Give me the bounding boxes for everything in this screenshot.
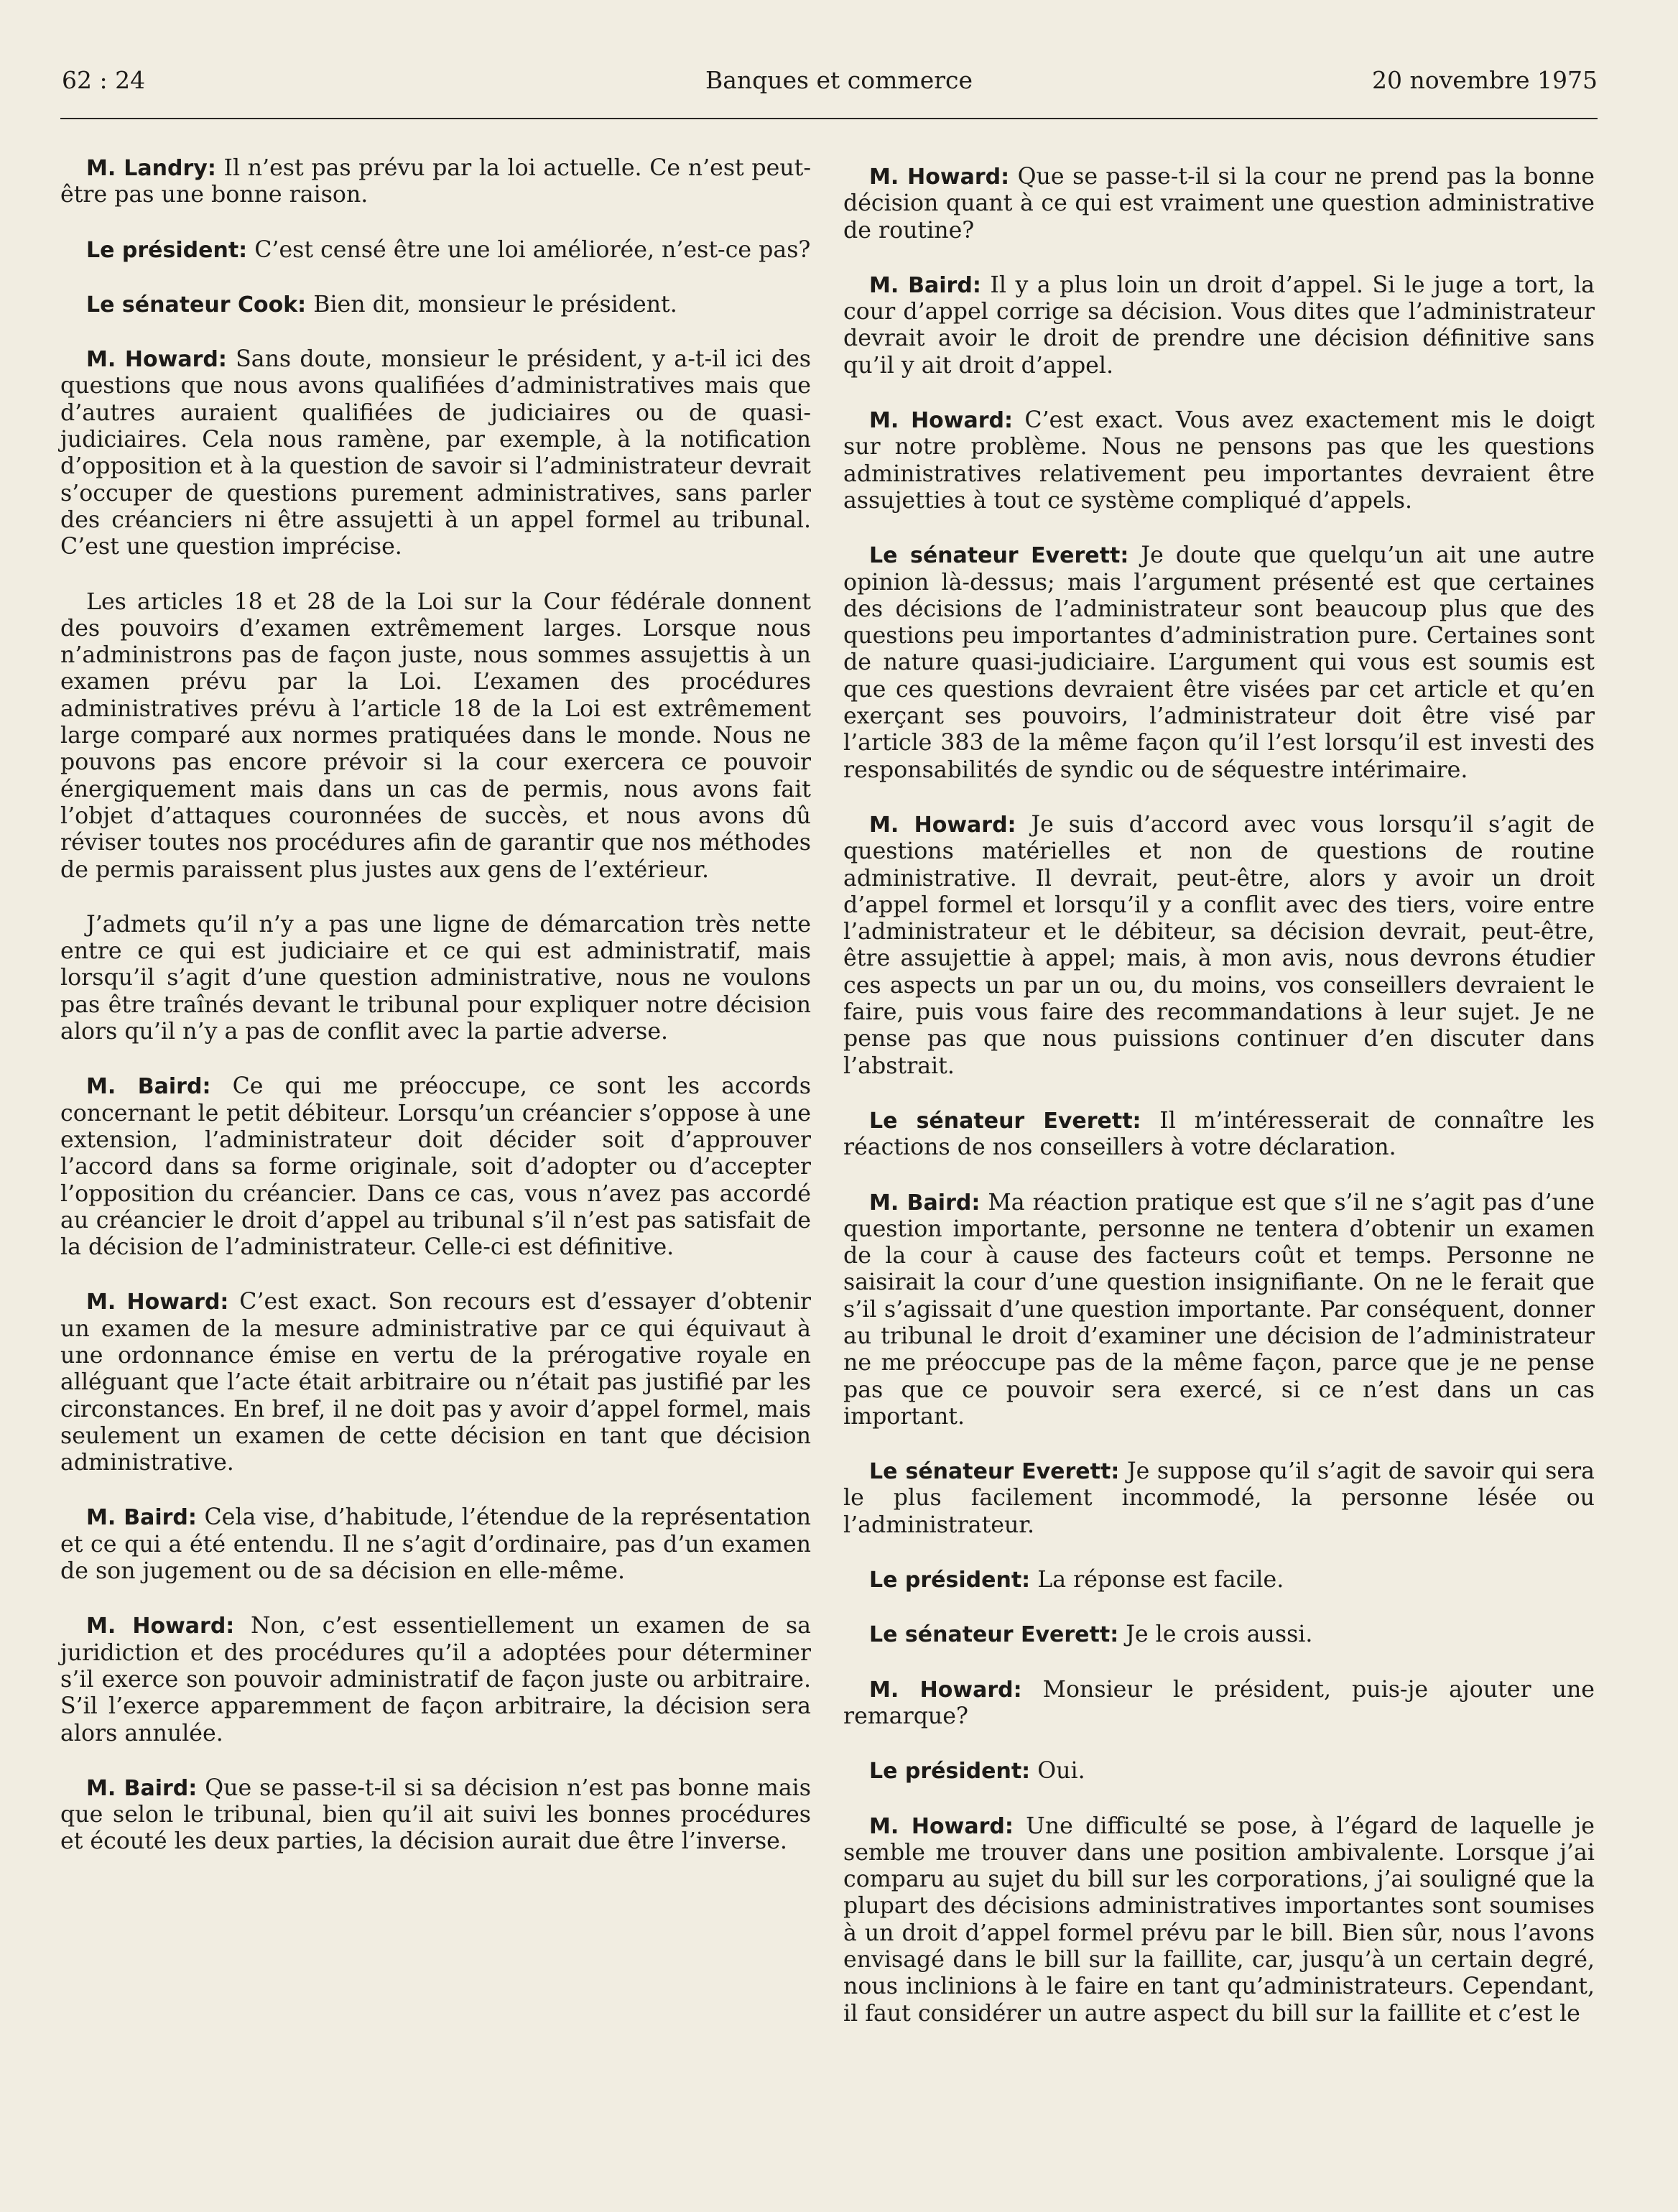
paragraph-text: Non, c’est essentiellement un examen de sa juridiction et des procédures qu’il a adoptées pour déterminer s’il exerce son pouvoir administratif de façon juste ou arbitraire. S’il l’exerce apparemment de façon arbitraire, la décision sera alors annulée. [60,1613,811,1746]
paragraph-text: Cela vise, d’habitude, l’étendue de la représentation et ce qui a été entendu. Il ne s’agit d’ordinaire, pas d’un examen de son jugement ou de sa décision en elle-même. [60,1504,811,1585]
paragraph-text: Bien dit, monsieur le président. [306,291,677,318]
speaker: M. Baird: [86,1775,198,1801]
speaker: Le sénateur Cook: [86,292,307,318]
speaker: M. Howard: [869,1677,1022,1703]
paragraph-text: Que se passe-t-il si sa décision n’est pas bonne mais que selon le tribunal, bien qu’il ait suivi les bonnes procédures et écouté les deux parties, la décision aurait due être l’inverse. [60,1774,811,1855]
speaker: M. Howard: [86,1290,229,1315]
paragraph-text: Les articles 18 et 28 de la Loi sur la Cour fédérale donnent des pouvoirs d’examen extrêmement larges. Lorsque nous n’administrons pas de façon juste, nous sommes assujettis à un examen prévu par la Loi. L’examen des procédures administratives prévu à l’article 18 de la Loi est extrêmement large comparé aux normes pratiquées dans le monde. Nous ne pouvons pas encore prévoir si la cour exercera ce pouvoir énergiquement mais dans un cas de permis, nous avons fait l’objet d’attaques couronnées de succès, et nous avons dû réviser toutes nos procédures afin de garantir que nos méthodes de permis paraissent plus justes aux gens de l’extérieur. [60,588,811,883]
speaker: M. Howard: [869,165,1010,190]
speaker: Le sénateur Everett: [869,1622,1119,1648]
paragraph [843,1677,1595,1731]
paragraph-text: Que se passe-t-il si la cour ne prend pas la bonne décision quant à ce qui est vraiment une question administrative de routine? [843,164,1595,244]
paragraph [843,1190,1595,1431]
speaker: Le sénateur Everett: [869,1108,1141,1134]
paragraph [60,1504,811,1585]
paragraph [843,272,1595,379]
page-date: 20 novembre 1975 [1372,66,1598,94]
paragraph [60,1289,811,1476]
paragraph-text: J’admets qu’il n’y a pas une ligne de démarcation très nette entre ce qui est judiciaire et ce qui est administratif, mais lorsqu’il s’agit d’une question administrative, nous ne voulons pas être traînés devant le tribunal pour expliquer notre décision alors qu’il n’y a pas de conflit avec la partie adverse. [60,911,811,1045]
paragraph [843,812,1595,1080]
speaker: M. Baird: [86,1074,211,1100]
speaker: Le sénateur Everett: [869,1459,1120,1485]
page-number: 62 : 24 [62,66,146,94]
paragraph-text: Il n’est pas prévu par la loi actuelle. Ce n’est peut-être pas une bonne raison. [60,155,812,208]
paragraph-text: Je suppose qu’il s’agit de savoir qui sera le plus facilement incommodé, la personne lésée ou l’administrateur. [843,1458,1595,1538]
paragraph-text: C’est censé être une loi améliorée, n’est-ce pas? [247,236,811,263]
paragraph-text: C’est exact. Vous avez exactement mis le doigt sur notre problème. Nous ne pensons pas que les questions administratives relativement peu importantes devraient être assujetties à tout ce système compliqué d’appels. [843,407,1595,514]
paragraph [843,164,1595,244]
paragraph [60,292,811,318]
speaker: M. Howard: [869,1813,1014,1839]
paragraph [843,1621,1595,1648]
speaker: Le sénateur Everett: [869,543,1129,569]
paragraph [60,1073,811,1261]
paragraph [60,589,811,884]
paragraph-text: Ma réaction pratique est que s’il ne s’agit pas d’une question importante, personne ne tentera d’obtenir un examen de la cour à cause des facteurs coût et temps. Personne ne saisirait la cour d’une question insignifiante. On ne le ferait que s’il s’agissait d’une question importante. Par conséquent, donner au tribunal le droit d’examiner une décision de l’administrateur ne me préoccupe pas de la même façon, parce que je ne pense pas que ce pouvoir sera exercé, si ce n’est dans un cas important. [843,1189,1595,1430]
paragraph [843,1813,1595,2027]
running-title: Banques et commerce [705,66,973,94]
header-rule [60,118,1598,119]
paragraph [60,346,811,560]
paragraph [843,1108,1595,1162]
speaker: Le président: [86,237,248,263]
speaker: M. Howard: [86,1614,235,1639]
left-column [60,155,811,1884]
paragraph [60,912,811,1045]
speaker: M. Landry: [86,156,216,181]
paragraph-text: La réponse est facile. [1030,1567,1284,1593]
paragraph [843,1567,1595,1593]
speaker: M. Howard: [86,347,227,373]
speaker: M. Howard: [869,812,1016,838]
paragraph [843,1458,1595,1539]
paragraph [843,1758,1595,1785]
speaker: Le président: [869,1568,1031,1593]
speaker: M. Baird: [86,1505,197,1531]
paragraph [60,155,811,209]
paragraph-text: Je doute que quelqu’un ait une autre opinion là-dessus; mais l’argument présenté est que certaines des décisions de l’administrateur sont beaucoup plus que des questions peu importantes d’administration pure. Certaines sont de nature quasi-judiciaire. L’argument qui vous est soumis est que ces questions devraient être visées par cet article et qu’en exerçant ses pouvoirs, l’administrateur doit être visé par l’article 383 de la même façon qu’il l’est lorsqu’il est investi des responsabilités de syndic ou de séquestre intérimaire. [843,542,1595,783]
paragraph-text: Il y a plus loin un droit d’appel. Si le juge a tort, la cour d’appel corrige sa décision. Vous dites que l’administrateur devrait avoir le droit de prendre une décision définitive sans qu’il y ait droit d’appel. [843,272,1595,379]
paragraph-text: Je suis d’accord avec vous lorsqu’il s’agit de questions matérielles et non de questions de routine administrative. Il devrait, peut-être, alors y avoir un droit d’appel formel et lorsqu’il y a conflit avec des tiers, voire entre l’administrateur et le débiteur, sa décision devrait, peut-être, être assujettie à appel; mais, à mon avis, nous devrons étudier ces aspects un par un ou, du moins, vos conseillers devraient le faire, puis vous faire des recommandations à leur sujet. Je ne pense pas que nous puissions continuer d’en discuter dans l’abstrait. [843,811,1595,1079]
paragraph [843,407,1595,514]
paragraph-text: Je le crois aussi. [1118,1621,1313,1648]
right-column [843,164,1595,2055]
speaker: M. Howard: [869,408,1014,434]
speaker: M. Baird: [869,1190,981,1216]
paragraph [843,542,1595,784]
paragraph-text: Monsieur le président, puis-je ajouter une remarque? [843,1676,1595,1729]
paragraph-text: Oui. [1030,1758,1085,1785]
paragraph-text: Une difficulté se pose, à l’égard de laquelle je semble me trouver dans une position ambivalente. Lorsque j’ai comparu au sujet du bill sur les corporations, j’ai souligné que la plupart des décisions administratives importantes sont soumises à un droit d’appel formel prévu par le bill. Bien sûr, nous l’avons envisagé dans le bill sur la faillite, car, jusqu’à un certain degré, nous inclinions à le faire en tant qu’administrateurs. Cependant, il faut considérer un autre aspect du bill sur la faillite et c’est le [843,1813,1595,2027]
paragraph [60,1613,811,1746]
paragraph-text: Sans doute, monsieur le président, y a-t-il ici des questions que nous avons qualifiées d’administratives mais que d’autres auraient qualifiées de judiciaires ou de quasi-judiciaires. Cela nous ramène, par exemple, à la notification d’opposition et à la question de savoir si l’administrateur devrait s’occuper de questions purement administratives, sans parler des créanciers ni être assujetti à un appel formel au tribunal. C’est une question imprécise. [60,346,811,560]
speaker: M. Baird: [869,272,981,298]
paragraph-text: C’est exact. Son recours est d’essayer d’obtenir un examen de la mesure administrative par ce qui équivaut à une ordonnance émise en vertu de la prérogative royale en alléguant que l’acte était arbitraire ou n’était pas justifié par les circonstances. En bref, il ne doit pas y avoir d’appel formel, mais seulement un examen de cette décision en tant que décision administrative. [60,1289,812,1476]
paragraph-text: Il m’intéresserait de connaître les réactions de nos conseillers à votre déclaration. [843,1107,1595,1161]
paragraph [60,1775,811,1856]
speaker: Le président: [869,1759,1031,1785]
paragraph [60,237,811,264]
paragraph-text: Ce qui me préoccupe, ce sont les accords concernant le petit débiteur. Lorsqu’un créancier s’oppose à une extension, l’administrateur doit décider soit d’approuver l’accord dans sa forme originale, soit d’adopter ou d’accepter l’opposition du créancier. Dans ce cas, vous n’avez pas accordé au créancier le droit d’appel au tribunal s’il n’est pas satisfait de la décision de l’administrateur. Celle-ci est définitive. [60,1073,811,1261]
